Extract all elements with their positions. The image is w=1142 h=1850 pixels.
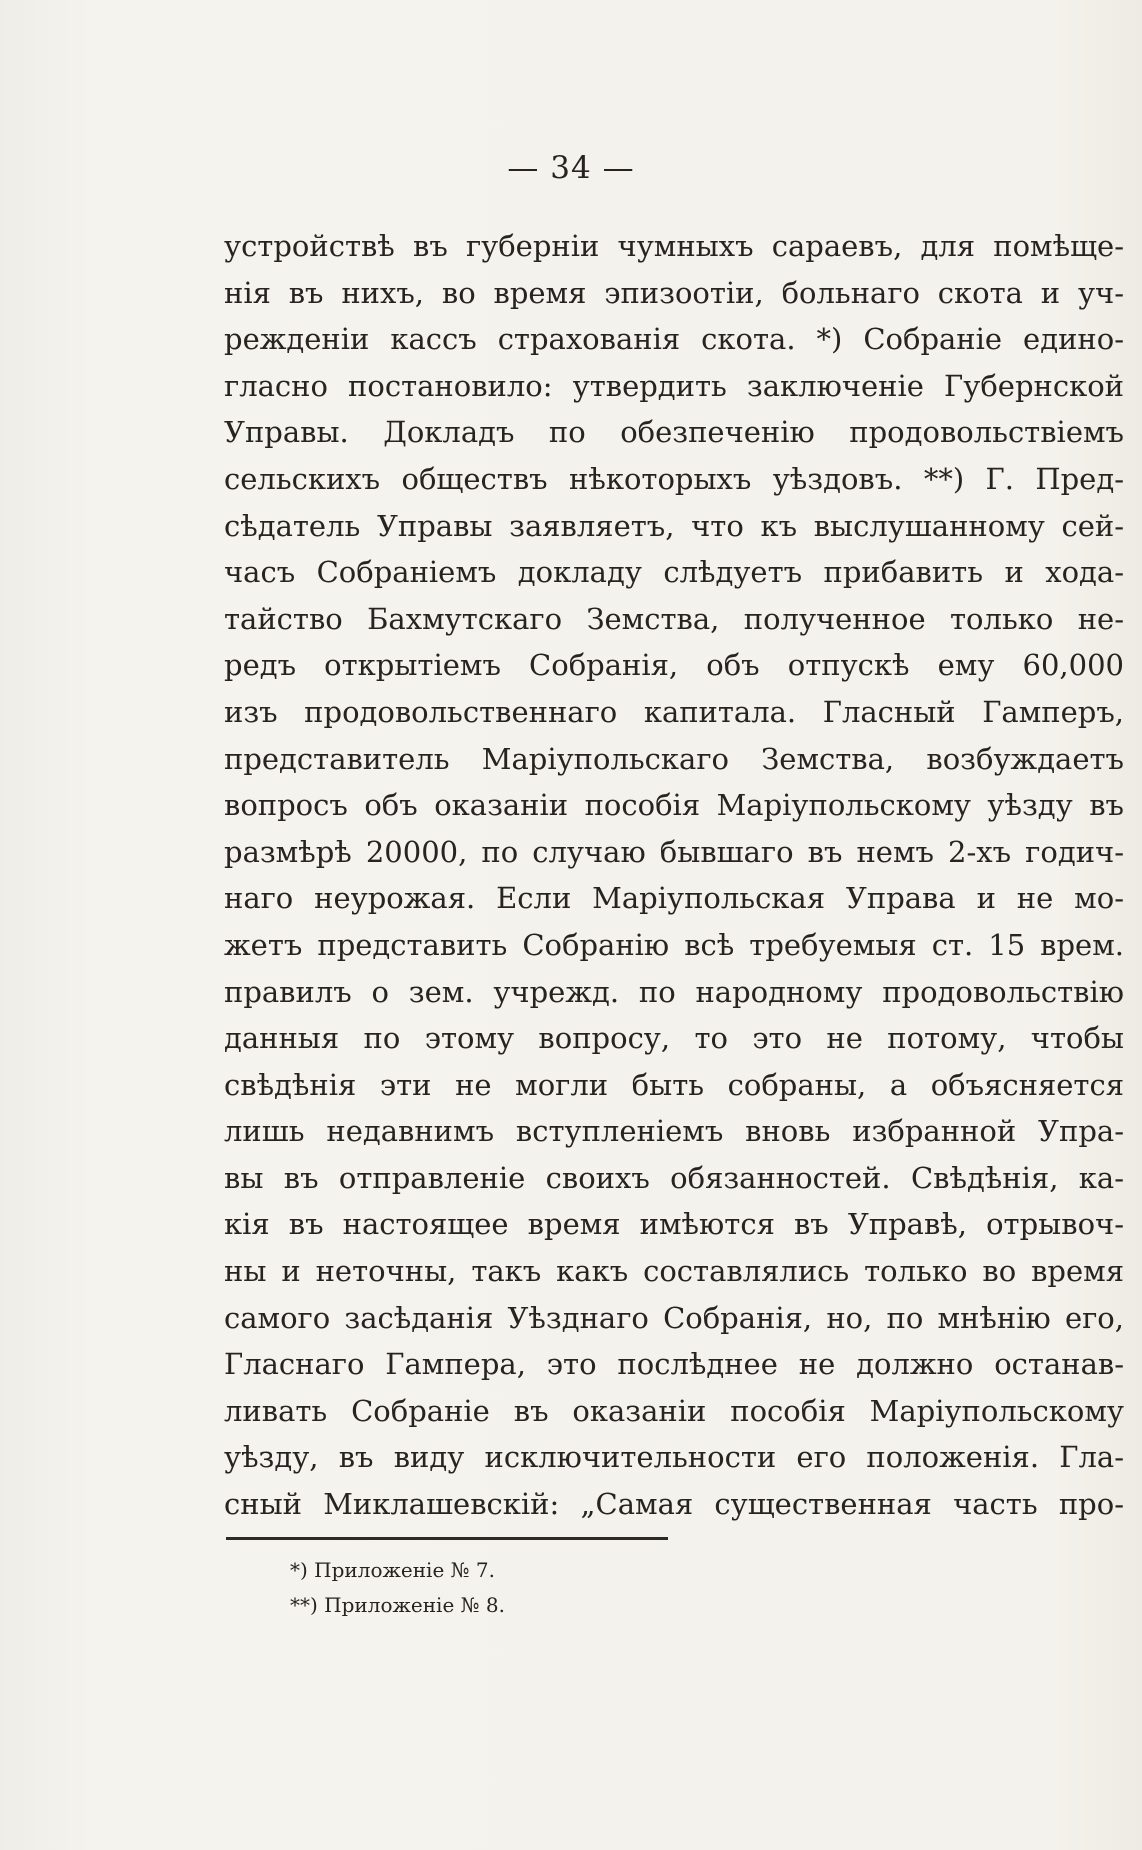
text-line: самого засѣданія Уѣзднаго Собранія, но, по мнѣнію его, — [224, 1300, 1124, 1335]
text-line: сельскихъ обществъ нѣкоторыхъ уѣздовъ. **) Г. Пред- — [224, 461, 1124, 496]
text-line: лишь недавнимъ вступленіемъ вновь избранной Упра- — [224, 1114, 1124, 1149]
text-line: гласно постановило: утвердить заключеніе Губернской — [224, 368, 1124, 403]
text-line: уѣзду, въ виду исключительности его положенія. Гла- — [224, 1440, 1124, 1475]
text-line: изъ продовольственнаго капитала. Гласный Гамперъ, — [224, 694, 1124, 729]
text-line: наго неурожая. Если Маріупольская Управа и не мо- — [224, 881, 1124, 916]
text-line: часъ Собраніемъ докладу слѣдуетъ прибавить и хода- — [224, 555, 1124, 590]
text-line: кія въ настоящее время имѣются въ Управѣ, отрывоч- — [224, 1207, 1124, 1242]
text-line: правилъ о зем. учрежд. по народному продовольствію — [224, 974, 1124, 1009]
text-line: представитель Маріупольскаго Земства, возбуждаетъ — [224, 741, 1124, 776]
text-line: данныя по этому вопросу, то это не потому, чтобы — [224, 1021, 1124, 1056]
text-line: редъ открытіемъ Собранія, объ отпускѣ ему 60,000 — [224, 648, 1124, 683]
footnote-divider — [226, 1537, 668, 1540]
text-line: нія въ нихъ, во время эпизоотіи, больнаго скота и уч- — [224, 275, 1124, 310]
footnote: **) Приложеніе № 8. — [290, 1593, 505, 1617]
text-line: жетъ представить Собранію всѣ требуемыя ст. 15 врем. — [224, 927, 1124, 962]
text-line: режденіи кассъ страхованія скота. *) Собраніе едино- — [224, 322, 1124, 357]
text-line: вы въ отправленіе своихъ обязанностей. Свѣдѣнія, ка- — [224, 1160, 1124, 1195]
text-line: ны и неточны, такъ какъ составлялись только во время — [224, 1254, 1124, 1289]
text-line: сѣдатель Управы заявляетъ, что къ выслушанному сей- — [224, 508, 1124, 543]
text-line: ливать Собраніе въ оказаніи пособія Маріупольскому — [224, 1393, 1124, 1428]
footnote: *) Приложеніе № 7. — [290, 1558, 495, 1582]
body-text — [224, 223, 1124, 1528]
text-line: размѣрѣ 20000, по случаю бывшаго въ немъ 2-хъ годич- — [224, 834, 1124, 869]
text-line: свѣдѣнія эти не могли быть собраны, а объясняется — [224, 1067, 1124, 1102]
text-line: устройствѣ въ губерніи чумныхъ сараевъ, для помѣще- — [224, 229, 1124, 263]
text-line: сный Миклашевскій: „Самая существенная часть про- — [224, 1487, 1124, 1522]
text-line: тайство Бахмутскаго Земства, полученное только не- — [224, 601, 1124, 636]
text-line: Управы. Докладъ по обезпеченію продовольствіемъ — [224, 415, 1124, 450]
text-line: Гласнаго Гампера, это послѣднее не должно останав- — [224, 1347, 1124, 1382]
text-line: вопросъ объ оказаніи пособія Маріупольскому уѣзду въ — [224, 788, 1124, 823]
page-number: — 34 — — [507, 150, 635, 186]
footnotes — [290, 1553, 990, 1623]
